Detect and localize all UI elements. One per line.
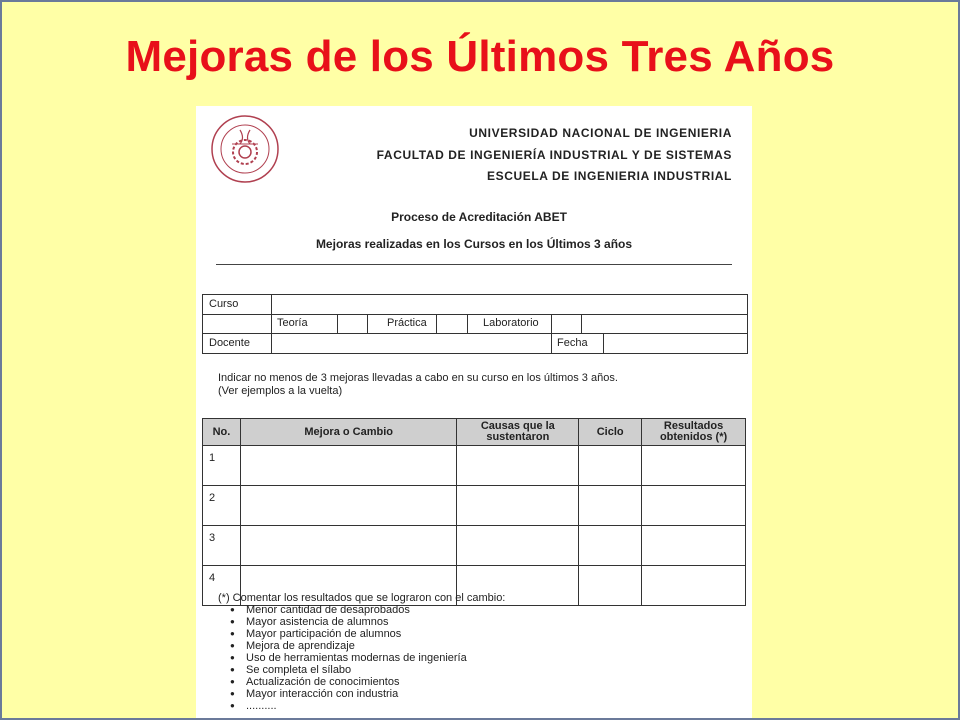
divider bbox=[216, 264, 732, 265]
table-row bbox=[203, 526, 746, 566]
list-item: ● Mayor asistencia de alumnos bbox=[246, 616, 505, 628]
document-subtitle: Mejoras realizadas en los Cursos en los Últimos 3 años bbox=[315, 237, 633, 251]
row-number: 3 bbox=[203, 526, 241, 566]
laboratorio-label: Laboratorio bbox=[483, 317, 539, 329]
column-header: Causas que la sustentaron bbox=[457, 419, 579, 446]
document-page bbox=[196, 106, 752, 718]
column-header: No. bbox=[203, 419, 241, 446]
header-line-1: UNIVERSIDAD NACIONAL DE INGENIERIA bbox=[469, 126, 732, 140]
header-line-3: ESCUELA DE INGENIERIA INDUSTRIAL bbox=[487, 169, 732, 183]
column-header: Ciclo bbox=[579, 419, 642, 446]
list-item: ● Uso de herramientas modernas de ingeniería bbox=[246, 652, 505, 664]
row-number: 2 bbox=[203, 486, 241, 526]
table-row bbox=[203, 446, 746, 486]
header-line-2: FACULTAD DE INGENIERÍA INDUSTRIAL Y DE SISTEMAS bbox=[376, 148, 732, 162]
fecha-label: Fecha bbox=[557, 337, 588, 349]
list-item: ● Actualización de conocimientos bbox=[246, 676, 505, 688]
row-number: 1 bbox=[203, 446, 241, 486]
table-row bbox=[203, 486, 746, 526]
list-item: ● Mayor interacción con industria bbox=[246, 688, 505, 700]
teoria-label: Teoría bbox=[277, 317, 308, 329]
list-item: ● Mejora de aprendizaje bbox=[246, 640, 505, 652]
column-header: Mejora o Cambio bbox=[240, 419, 456, 446]
instructions bbox=[218, 372, 618, 398]
university-seal-icon bbox=[210, 114, 280, 184]
footnote-list bbox=[218, 604, 505, 712]
list-item: ● .......... bbox=[246, 700, 505, 712]
practica-label: Práctica bbox=[387, 317, 427, 329]
slide-title: Mejoras de los Últimos Tres Años bbox=[125, 32, 835, 81]
footnote-intro: (*) Comentar los resultados que se lograron con el cambio: bbox=[218, 592, 506, 604]
course-info-form bbox=[202, 294, 748, 354]
list-item: ● Mayor participación de alumnos bbox=[246, 628, 505, 640]
column-header: Resultados obtenidos (*) bbox=[642, 419, 746, 446]
list-item: ● Menor cantidad de desaprobados bbox=[246, 604, 505, 616]
instruction-line-2: (Ver ejemplos a la vuelta) bbox=[218, 385, 343, 397]
curso-label: Curso bbox=[209, 298, 239, 310]
row-number: 4 bbox=[203, 566, 241, 606]
footnote bbox=[218, 592, 505, 712]
list-item: ● Se completa el sílabo bbox=[246, 664, 505, 676]
process-title: Proceso de Acreditación ABET bbox=[391, 210, 567, 224]
docente-label: Docente bbox=[209, 337, 250, 349]
improvements-table bbox=[202, 418, 746, 606]
instruction-line-1: Indicar no menos de 3 mejoras llevadas a cabo en su curso en los últimos 3 años. bbox=[218, 372, 618, 384]
